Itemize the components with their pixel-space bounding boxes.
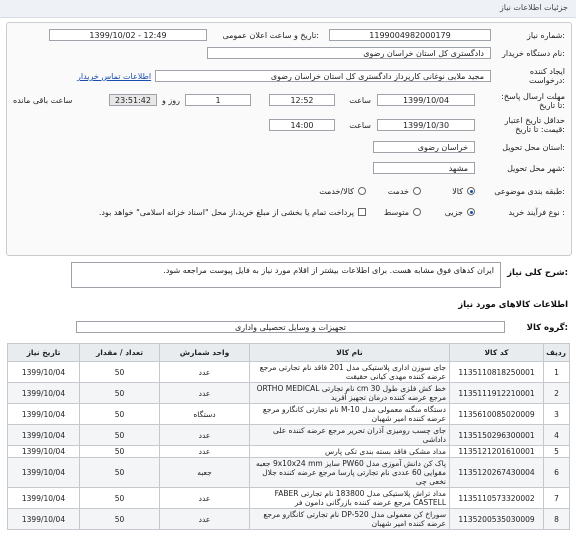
cell-code: 1135150296300001 <box>450 425 544 446</box>
days-label: روز و <box>162 96 180 105</box>
goods-table-header <box>8 344 570 362</box>
category-goods-label: کالا <box>452 187 463 196</box>
cell-name: دستگاه منگنه معمولی مدل M-10 نام تجارتی کانگارو مرجع عرضه کننده امیر شهبان <box>250 404 450 425</box>
cell-code: 1135121201610001 <box>450 446 544 458</box>
col-header-date: تاریخ نیاز <box>8 344 80 362</box>
cell-qty: 50 <box>80 383 160 404</box>
cell-unit: عدد <box>160 446 250 458</box>
goods-section-title: اطلاعات کالاهای مورد نیاز <box>458 300 568 310</box>
reply-date-field: 1399/10/04 <box>377 94 475 106</box>
province-label: استان محل تحویل: <box>502 143 565 152</box>
goods-group-label: گروه کالا: <box>526 323 568 333</box>
cell-qty: 50 <box>80 446 160 458</box>
process-minor-label: جزیی <box>444 208 463 217</box>
cell-index: 2 <box>544 383 570 404</box>
cell-code: 1135610085020009 <box>450 404 544 425</box>
cell-name: خط کش فلزی طول 30 cm نام تجارتی ORTHO MEDICAL مرجع عرضه کننده درمان تجهیز آفرید <box>250 383 450 404</box>
need-details-panel <box>6 22 572 256</box>
cell-name: مداد مشکی فاقد بسته بندی تکی پارس <box>250 446 450 458</box>
cell-unit: جعبه <box>160 458 250 488</box>
cell-date: 1399/10/04 <box>8 446 80 458</box>
cell-qty: 50 <box>80 509 160 530</box>
category-service-radio[interactable] <box>413 187 421 195</box>
cell-name: سوراخ کن معمولی مدل DP-520 نام تجارتی کانگارو مرجع عرضه کننده امیر شهبان <box>250 509 450 530</box>
col-header-unit: واحد شمارش <box>160 344 250 362</box>
city-label: شهر محل تحویل: <box>507 164 565 173</box>
category-goods-radio[interactable] <box>467 187 475 195</box>
reply-time-field: 12:52 <box>269 94 335 106</box>
table-row <box>8 362 570 383</box>
cell-qty: 50 <box>80 404 160 425</box>
cell-index: 5 <box>544 446 570 458</box>
process-minor-radio[interactable] <box>467 208 475 216</box>
creator-field: مجید ملایی نوغانی کارپرداز دادگستری کل استان خراسان رضوی <box>155 70 491 82</box>
cell-date: 1399/10/04 <box>8 488 80 509</box>
days-remaining-field: 1 <box>185 94 251 106</box>
cell-date: 1399/10/04 <box>8 362 80 383</box>
validity-date-field: 1399/10/30 <box>377 119 475 131</box>
announce-label: تاریخ و ساعت اعلان عمومی: <box>222 31 319 40</box>
cell-unit: عدد <box>160 425 250 446</box>
cell-date: 1399/10/04 <box>8 458 80 488</box>
col-header-row: ردیف <box>544 344 570 362</box>
need-number-label: شماره نیاز: <box>526 31 565 40</box>
announce-field: 1399/10/02 - 12:49 <box>49 29 207 41</box>
table-row <box>8 446 570 458</box>
cell-qty: 50 <box>80 458 160 488</box>
cell-index: 6 <box>544 458 570 488</box>
cell-name: پاک کن دانش آموزی مدل PW60 سایز 9x10x24 mm جعبه مقوایی 60 عددی نام تجارتی پارسا مرجع عرضه کننده جلال نخعی چی <box>250 458 450 488</box>
page-title: جزئیات اطلاعات نیاز <box>499 3 568 12</box>
cell-qty: 50 <box>80 362 160 383</box>
col-header-name: نام کالا <box>250 344 450 362</box>
cell-code: 1135111912210001 <box>450 383 544 404</box>
cell-unit: عدد <box>160 509 250 530</box>
table-row <box>8 425 570 446</box>
description-label: شرح کلی نیاز: <box>507 268 568 278</box>
cell-index: 8 <box>544 509 570 530</box>
table-row <box>8 458 570 488</box>
cell-index: 7 <box>544 488 570 509</box>
cell-date: 1399/10/04 <box>8 404 80 425</box>
province-field: خراسان رضوی <box>373 141 475 153</box>
buyer-label: نام دستگاه خریدار: <box>501 49 565 58</box>
cell-qty: 50 <box>80 425 160 446</box>
cell-code: 1135110573320002 <box>450 488 544 509</box>
cell-date: 1399/10/04 <box>8 509 80 530</box>
buyer-field: دادگستری کل استان خراسان رضوی <box>207 47 491 59</box>
need-number-field: 1199004982000179 <box>329 29 491 41</box>
page-header <box>0 0 576 18</box>
category-both-label: کالا/خدمت <box>319 187 354 196</box>
category-both-radio[interactable] <box>358 187 366 195</box>
cell-code: 1135200535030009 <box>450 509 544 530</box>
cell-name: مداد تراش پلاستیکی مدل 183800 نام تجارتی FABER CASTELL مرجع عرضه کننده بازرگانی دامون فر <box>250 488 450 509</box>
process-medium-label: متوسط <box>383 208 409 217</box>
table-row <box>8 509 570 530</box>
cell-unit: عدد <box>160 383 250 404</box>
validity-label: حداقل تاریخ اعتبار قیمت: تا تاریخ: <box>504 116 565 134</box>
reply-time-label: ساعت <box>349 96 371 105</box>
buyer-contact-link[interactable]: اطلاعات تماس خریدار <box>77 72 152 81</box>
table-row <box>8 488 570 509</box>
goods-group-field: تجهیزات و وسایل تحصیلی واداری <box>76 321 505 333</box>
table-row <box>8 383 570 404</box>
cell-index: 4 <box>544 425 570 446</box>
cell-index: 1 <box>544 362 570 383</box>
remaining-time-field: 23:51:42 <box>109 94 157 106</box>
remaining-label: ساعت باقی مانده <box>13 96 73 105</box>
creator-label: ایجاد کننده درخواست: <box>529 67 565 85</box>
cell-date: 1399/10/04 <box>8 425 80 446</box>
cell-code: 1135120267430004 <box>450 458 544 488</box>
treasury-bonds-text: پرداخت تمام یا بخشی از مبلغ خرید،از محل "اسناد خزانه اسلامی" خواهد بود. <box>98 208 354 217</box>
goods-table <box>7 343 570 530</box>
cell-index: 3 <box>544 404 570 425</box>
cell-code: 1135110818250001 <box>450 362 544 383</box>
reply-deadline-label: مهلت ارسال پاسخ: تا تاریخ: <box>501 92 565 110</box>
table-row <box>8 404 570 425</box>
cell-qty: 50 <box>80 488 160 509</box>
cell-name: جای سوزن اداری پلاستیکی مدل 201 فاقد نام تجارتی مرجع عرضه کننده مهدی کیانی حقیقت <box>250 362 450 383</box>
process-medium-radio[interactable] <box>413 208 421 216</box>
col-header-code: کد کالا <box>450 344 544 362</box>
process-label: نوع فرآیند خرید : <box>508 208 565 217</box>
category-service-label: خدمت <box>387 187 409 196</box>
col-header-qty: تعداد / مقدار <box>80 344 160 362</box>
validity-time-label: ساعت <box>349 121 371 130</box>
cell-name: جای چسب رومیزی آذران تحریر مرجع عرضه کننده علی داداشی <box>250 425 450 446</box>
description-field: ایران کدهای فوق مشابه هست. برای اطلاعات بیشتر از اقلام مورد نیاز به فایل پیوست مراجعه شود. <box>71 262 501 288</box>
cell-unit: عدد <box>160 362 250 383</box>
category-label: طبقه بندی موضوعی: <box>494 187 565 196</box>
validity-time-field: 14:00 <box>269 119 335 131</box>
cell-date: 1399/10/04 <box>8 383 80 404</box>
cell-unit: عدد <box>160 488 250 509</box>
cell-unit: دستگاه <box>160 404 250 425</box>
treasury-bonds-checkbox[interactable] <box>358 208 366 216</box>
city-field: مشهد <box>373 162 475 174</box>
